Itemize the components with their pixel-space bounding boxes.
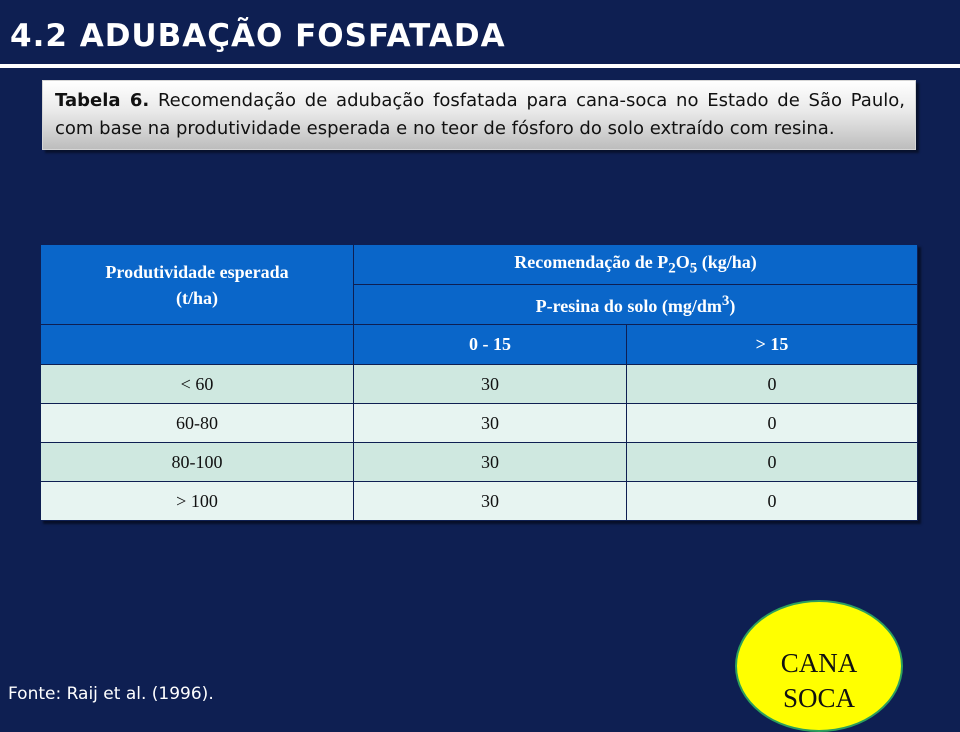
header-row: [41, 325, 918, 365]
recommendation-table: [40, 244, 918, 521]
header-recommendation: Recomendação de $P_2O_5$ (kg/ha): [354, 245, 918, 285]
cell-low: 30: [354, 404, 627, 443]
table-row: [41, 404, 918, 443]
title-divider: [0, 64, 960, 68]
header-productivity: Produtividade esperada (t/ha): [41, 245, 354, 325]
table-row: [41, 443, 918, 482]
table-caption: [42, 80, 916, 150]
cell-low: 30: [354, 482, 627, 521]
badge-label: CANA SOCA: [780, 648, 858, 713]
source-note: Fonte: Raij et al. (1996).: [8, 684, 214, 704]
cell-productivity: > 100: [41, 482, 354, 521]
caption-text: Recomendação de adubação fosfatada para cana-soca no Estado de São Paulo, com base na produtividade esperada e no teor de fósforo do solo extraído com resina.: [55, 90, 905, 139]
caption-label: Tabela 6.: [55, 90, 150, 111]
cell-productivity: 80-100: [41, 443, 354, 482]
header-p-resin: P-resina do solo $(mg/dm^3)$: [354, 285, 918, 325]
header-empty: [41, 325, 354, 365]
cell-low: 30: [354, 365, 627, 404]
cell-high: 0: [627, 482, 918, 521]
cell-high: 0: [627, 404, 918, 443]
cell-high: 0: [627, 365, 918, 404]
header-col-high: > 15: [627, 325, 918, 365]
table-row: [41, 482, 918, 521]
header-row: [41, 245, 918, 285]
table-row: [41, 365, 918, 404]
slide-title: 4.2 ADUBAÇÃO FOSFATADA: [10, 18, 506, 54]
cell-productivity: 60-80: [41, 404, 354, 443]
cell-productivity: < 60: [41, 365, 354, 404]
header-col-low: 0 - 15: [354, 325, 627, 365]
cell-low: 30: [354, 443, 627, 482]
cell-high: 0: [627, 443, 918, 482]
